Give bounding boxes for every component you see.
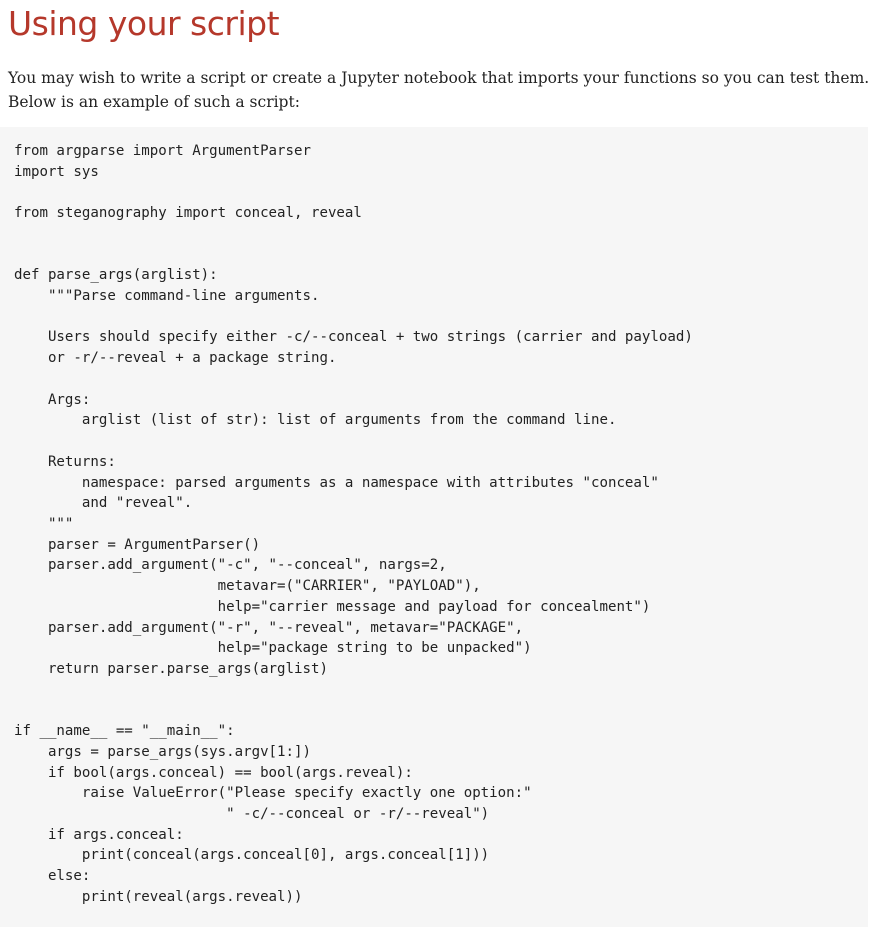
document-page	[8, 0, 876, 114]
code-listing[interactable]: from argparse import ArgumentParser import sys from steganography import conceal, reveal def parse_args(arglist): """Parse command-line arguments. Users should specify either -c/--conceal + two strings (carrier and payload) or -r/--reveal + a package string. Args: arglist (list of str): list of arguments from the command line. Returns: namespace: parsed arguments as a namespace with attributes "conceal" and "reveal". """ parser = ArgumentParser() parser.add_argument("-c", "--conceal", nargs=2, metavar=("CARRIER", "PAYLOAD"), help="carrier message and payload for concealment") parser.add_argument("-r", "--reveal", metavar="PACKAGE", help="package string to be unpacked") return parser.parse_args(arglist) if __name__ == "__main__": args = parse_args(sys.argv[1:]) if bool(args.conceal) == bool(args.reveal): raise ValueError("Please specify exactly one option:" " -c/--conceal or -r/--reveal") if args.conceal: print(conceal(args.conceal[0], args.conceal[1])) else: print(reveal(args.reveal))	[14, 143, 693, 905]
intro-paragraph: You may wish to write a script or create a Jupyter notebook that imports your functions so you can test them. Below is an example of such a script:	[8, 69, 870, 111]
code-block	[0, 127, 868, 927]
section-heading: Using your script	[8, 4, 280, 43]
